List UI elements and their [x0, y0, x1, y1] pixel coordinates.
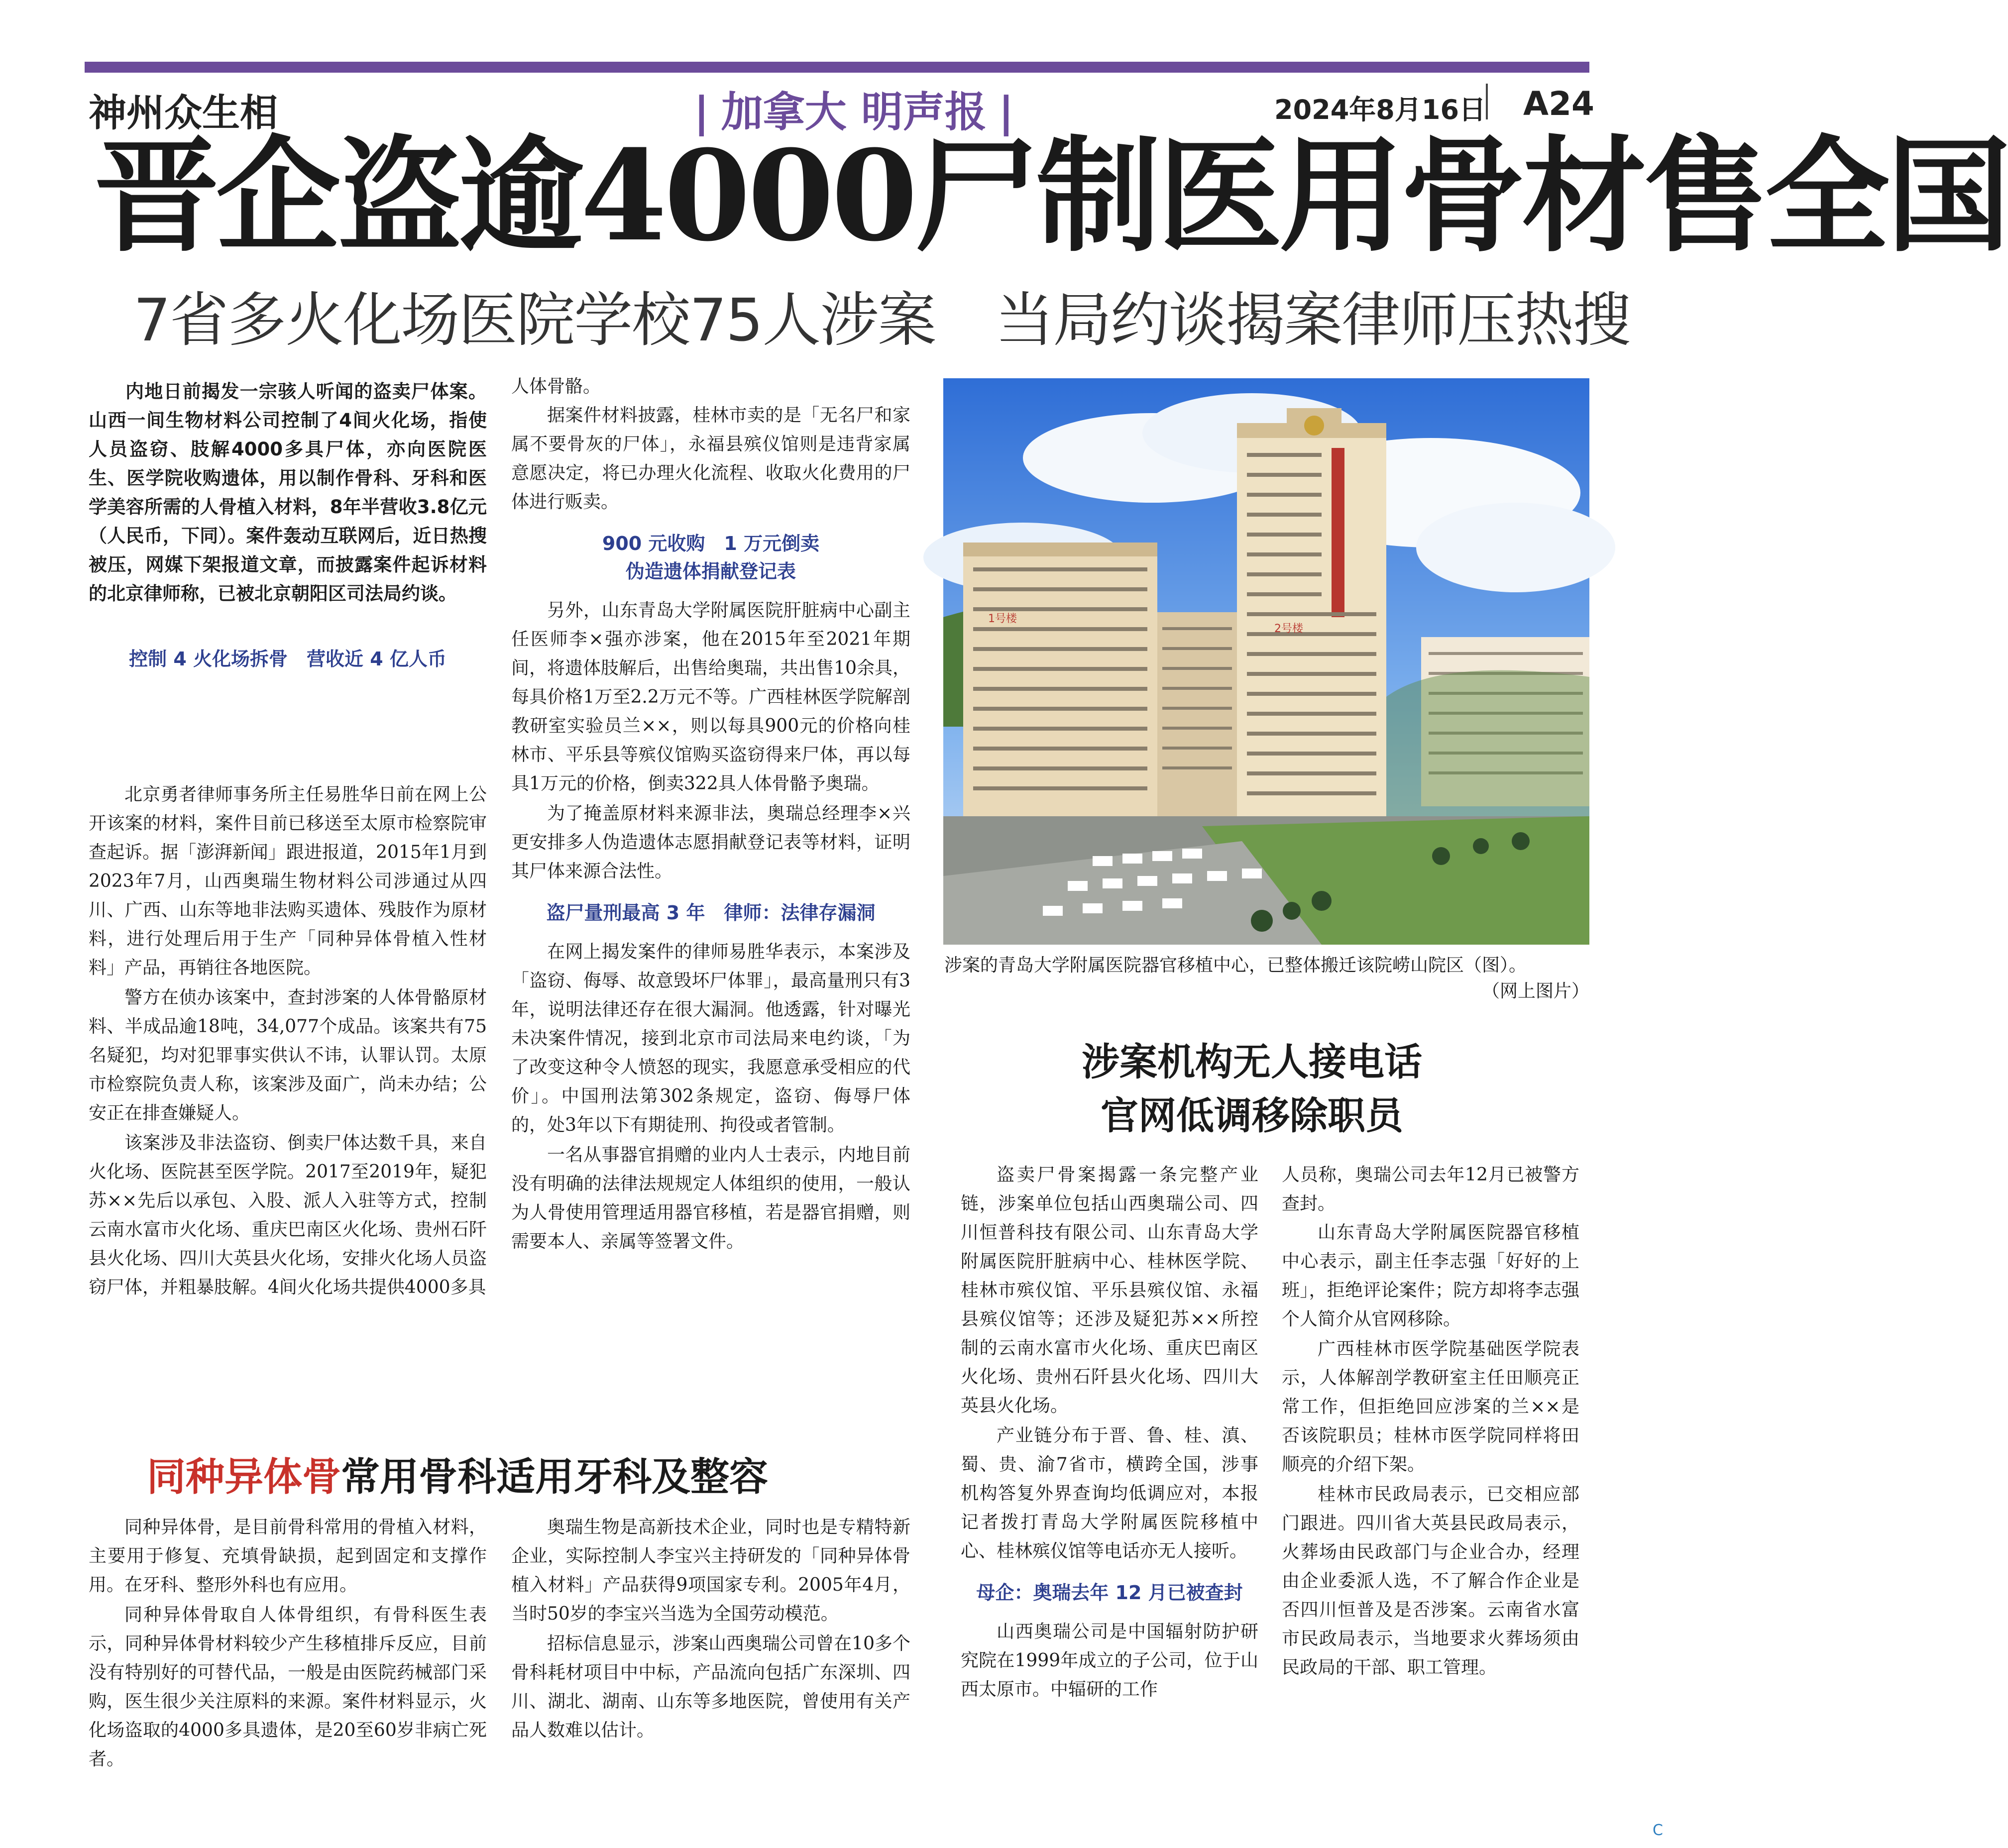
sub-headline — [133, 273, 1690, 357]
body-paragraph: 一名从事器官捐赠的业内人士表示，内地目前没有明确的法律法规规定人体组织的使用，一般认为人骨使用管理适用器官移植，若是器官捐赠，则需要本人、亲属等签署文件。 — [511, 1145, 910, 1252]
article-column-1 — [89, 377, 487, 684]
corner-mark: C — [1653, 1822, 1663, 1839]
paper-name-left: 加拿大 — [721, 88, 847, 136]
section-name: 神州众生相 — [89, 91, 278, 135]
body-paragraph: 山西奥瑞公司是中国辐射防护研究院在1999年成立的子公司，位于山西太原市。中辐研的工作 — [961, 1622, 1258, 1700]
body-paragraph: 为了掩盖原材料来源非法，奥瑞总经理李×兴更安排多人伪造遗体志愿捐献登记表等材料，证明其尸体来源合法性。 — [511, 803, 910, 881]
hospital-photo-image — [943, 378, 1589, 945]
article-2-column-b — [1282, 1161, 1579, 1683]
article-3-column-b — [511, 1513, 910, 1746]
article-column-1-body — [89, 780, 487, 1303]
body-paragraph: 广西桂林市医学院基础医学院表示，人体解剖学教研室主任田顺亮正常工作，但拒绝回应涉案的兰××是否该院职员；桂林市医学院同样将田顺亮的介绍下架。 — [1282, 1339, 1579, 1475]
article-3-title-highlight: 同种异体骨 — [147, 1454, 341, 1500]
body-paragraph: 据案件材料披露，桂林市卖的是「无名尸和家属不要骨灰的尸体」，永福县殡仪馆则是违背家属意愿决定，将已办理火化流程、收取火化费用的尸体进行贩卖。 — [511, 405, 910, 512]
article-column-2 — [511, 372, 910, 1257]
issue-date: 2024年8月16日 — [1274, 94, 1486, 125]
subhead-line: 900 元收购 1 万元倒卖 — [602, 533, 820, 554]
paper-name-right: 明声报 — [861, 88, 987, 136]
article-3-title-rest: 常用骨科适用牙科及整容 — [341, 1454, 769, 1500]
article-2-title-line: 涉案机构无人接电话 — [1082, 1040, 1422, 1084]
column-1-subhead: 控制 4 火化场拆骨 营收近 4 亿人币 — [129, 648, 446, 670]
body-paragraph: 盗卖尸骨案揭露一条完整产业链，涉案单位包括山西奥瑞公司、四川恒普科技有限公司、山东青岛大学附属医院肝脏病中心、桂林医学院、桂林市殡仪馆、平乐县殡仪馆、永福县殡仪馆等；还涉及疑犯苏××所控制的云南水富市火化场、重庆巴南区火化场、贵州石阡县火化场、四川大英县火化场。 — [961, 1165, 1258, 1416]
sub-headline-left: 7省多火化场医院学校75人涉案 — [133, 286, 936, 354]
lead-paragraph: 内地日前揭发一宗骇人听闻的盗卖尸体案。山西一间生物材料公司控制了4间火化场，指使人员盗窃、肢解4000多具尸体，亦向医院医生、医学院收购遗体，用以制作骨科、牙科和医学美容所需的人骨植入材料，8年半营收3.8亿元（人民币，下同）。案件轰动互联网后，近日热搜被压，网媒下架报道文章，而披露案件起诉材料的北京律师称，已被北京朝阳区司法局约谈。 — [89, 381, 487, 604]
divider-bar: | — [694, 88, 709, 136]
body-paragraph: 招标信息显示，涉案山西奥瑞公司曾在10多个骨科耗材项目中中标，产品流向包括广东深圳、四川、湖北、湖南、山东等多地医院，曾使用有关产品人数难以估计。 — [511, 1633, 910, 1740]
column-2-subhead-2: 盗尸量刑最高 3 年 律师：法律存漏洞 — [546, 902, 876, 924]
caption-text: 涉案的青岛大学附属医院器官移植中心，已整体搬迁该院崂山院区（图）。 — [944, 955, 1527, 976]
body-paragraph: 山东青岛大学附属医院器官移植中心表示，副主任李志强「好好的上班」，拒绝评论案件；院方却将李志强个人简介从官网移除。 — [1282, 1222, 1579, 1329]
photo-caption — [944, 953, 1589, 1004]
article-2-column-a — [961, 1161, 1258, 1705]
body-paragraph: 产业链分布于晋、鲁、桂、滇、蜀、贵、渝7省市，横跨全国，涉事机构答复外界查询均低调应对，本报记者拨打青岛大学附属医院移植中心、桂林殡仪馆等电话亦无人接听。 — [961, 1425, 1258, 1561]
body-paragraph: 奥瑞生物是高新技术企业，同时也是专精特新企业，实际控制人李宝兴主持研发的「同种异体骨植入材料」产品获得9项国家专利。2005年4月，当时50岁的李宝兴当选为全国劳动模范。 — [511, 1517, 910, 1624]
body-paragraph: 警方在侦办该案中，查封涉案的人体骨骼原材料、半成品逾18吨，34,077个成品。该案共有75名疑犯，均对犯罪事实供认不讳，认罪认罚。太原市检察院负责人称，该案涉及面广，尚未办结；公安正在排查嫌疑人。 — [89, 987, 487, 1123]
body-paragraph: 同种异体骨，是目前骨科常用的骨植入材料，主要用于修复、充填骨缺损，起到固定和支撑作用。在牙科、整形外科也有应用。 — [89, 1517, 487, 1595]
article-3-title — [147, 1446, 768, 1502]
sub-headline-right: 当局约谈揭案律师压热搜 — [995, 286, 1631, 354]
building-2-sign: 2号楼 — [1274, 623, 1303, 635]
body-paragraph: 在网上揭发案件的律师易胜华表示，本案涉及「盗窃、侮辱、故意毁坏尸体罪」，最高量刑只有3年，说明法律还存在很大漏洞。他透露，针对曝光未决案件情况，接到北京市司法局来电约谈，「为了改变这种令人愤怒的现实，我愿意承受相应的代价」。中国刑法第302条规定，盗窃、侮辱尸体的，处3年以下有期徒刑、拘役或者管制。 — [511, 942, 910, 1135]
body-paragraph: 另外，山东青岛大学附属医院肝脏病中心副主任医师李×强亦涉案，他在2015年至2021年期间，将遗体肢解后，出售给奥瑞，共出售10余具，每具价格1万至2.2万元不等。广西桂林医学院解剖教研室实验员兰××，则以每具900元的价格向桂林市、平乐县等殡仪馆购买盗窃得来尸体，再以每具1万元的价格，倒卖322具人体骨骼予奥瑞。 — [511, 600, 910, 794]
main-headline: 晋企盗逾4000尸制医用骨材售全国 — [95, 122, 2008, 269]
masthead-rule — [85, 62, 1589, 73]
column-2-subhead-1 — [511, 530, 910, 585]
divider-bar: | — [998, 88, 1014, 136]
continued-text: 人体骨骼。 — [511, 376, 601, 397]
article-3-column-a — [89, 1513, 487, 1775]
body-paragraph: 同种异体骨取自人体骨组织，有骨科医生表示，同种异体骨材料较少产生移植排斥反应，目前没有特别好的可替代品，一般是由医院药械部门采购，医生很少关注原料的来源。案件材料显示，火化场盗取的4000多具遗体，是20至60岁非病亡死者。 — [89, 1605, 487, 1769]
article-2-title-line: 官网低调移除职员 — [1101, 1093, 1403, 1138]
body-paragraph: 北京勇者律师事务所主任易胜华日前在网上公开该案的材料，案件目前已移送至太原市检察院审查起诉。据「澎湃新闻」跟进报道，2015年1月到2023年7月，山西奥瑞生物材料公司涉通过从四川、广西、山东等地非法购买遗体、残肢作为原材料，进行处理后用于生产「同种异体骨植入性材料」产品，再销往各地医院。 — [89, 784, 487, 978]
continued-text: 人员称，奥瑞公司去年12月已被警方查封。 — [1282, 1165, 1579, 1214]
body-paragraph: 该案涉及非法盗窃、倒卖尸体达数千具，来自火化场、医院甚至医学院。2017至2019年，疑犯苏××先后以承包、入股、派人入驻等方式，控制云南水富市火化场、重庆巴南区火化场、贵州石阡县火化场、四川大英县火化场，安排火化场人员盗窃尸体，并粗暴肢解。4间火化场共提供4000多具 — [89, 1133, 487, 1298]
article-2-title — [961, 1035, 1543, 1143]
body-paragraph: 桂林市民政局表示，已交相应部门跟进。四川省大英县民政局表示，火葬场由民政部门与企业合办，经理由企业委派人选，不了解合作企业是否四川恒普及是否涉案。云南省水富市民政局表示，当地要求火葬场须由民政局的干部、职工管理。 — [1282, 1484, 1579, 1678]
article-2-subhead: 母企：奥瑞去年 12 月已被查封 — [976, 1582, 1243, 1604]
masthead-separator — [1486, 84, 1488, 119]
hospital-photo — [943, 378, 1589, 945]
page-number: A24 — [1523, 85, 1594, 123]
photo-credit: （网上图片） — [1481, 981, 1589, 1001]
subhead-line: 伪造遗体捐献登记表 — [625, 560, 796, 582]
building-1-sign: 1号楼 — [988, 613, 1017, 625]
